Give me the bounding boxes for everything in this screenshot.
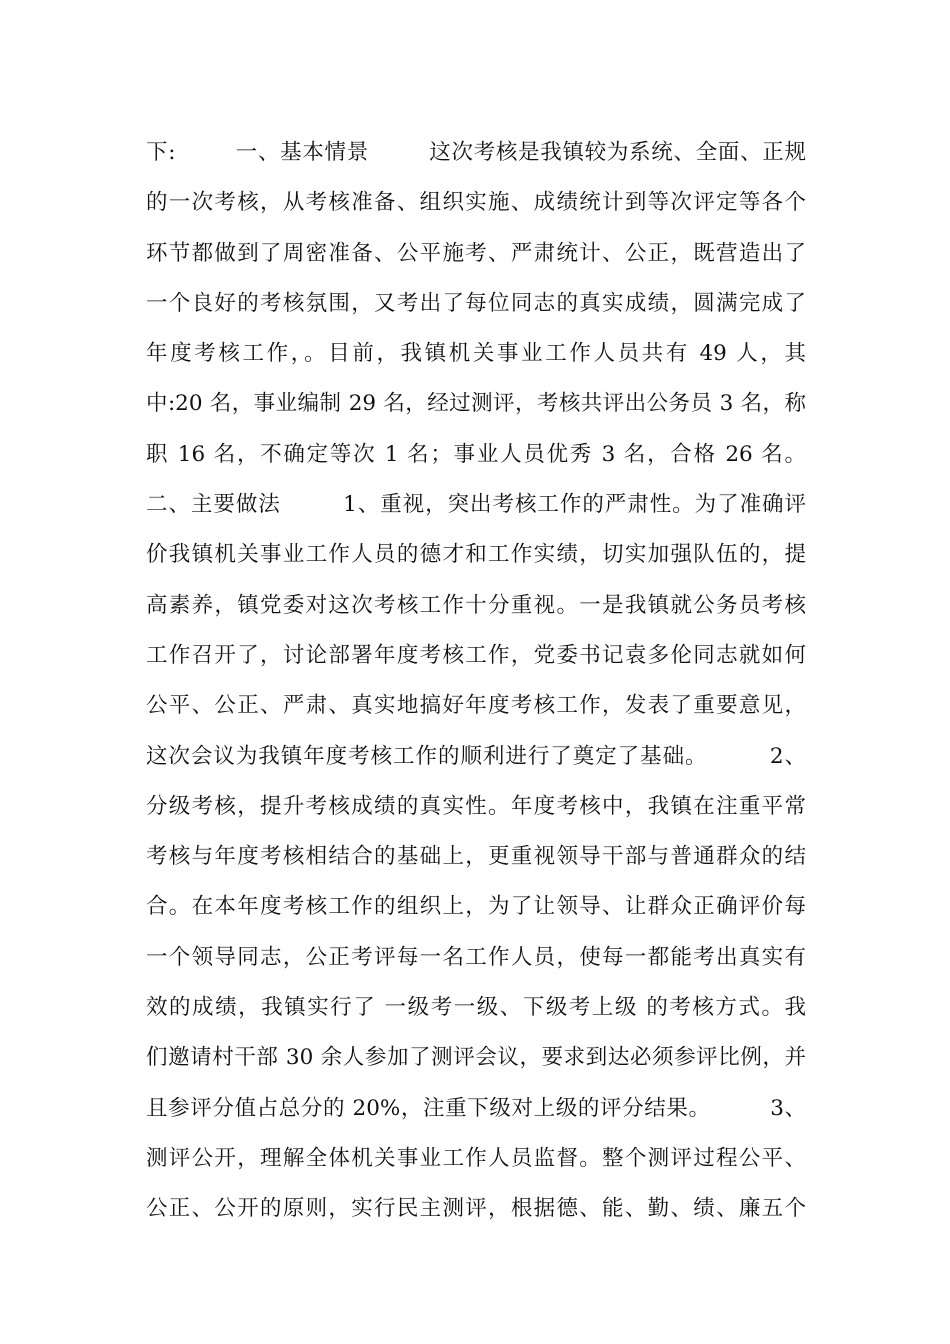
text-line: 年度考核工作，。目前，我镇机关事业工作人员共有 49 人，其: [146, 341, 806, 367]
text-line: 一个领导同志，公正考评每一名工作人员，使每一都能考出真实有: [146, 944, 806, 970]
text-line: 效的成绩，我镇实行了 一级考一级、下级考上级 的考核方式。我: [146, 995, 806, 1021]
text-line: 考核与年度考核相结合的基础上，更重视领导干部与普通群众的结: [146, 844, 806, 870]
text-line: 测评公开，理解全体机关事业工作人员监督。整个测评过程公平、: [146, 1145, 806, 1171]
text-line: 们邀请村干部 30 余人参加了测评会议，要求到达必须参评比例，并: [146, 1045, 806, 1071]
text-line: 的一次考核，从考核准备、组织实施、成绩统计到等次评定等各个: [146, 190, 806, 216]
text-line: 且参评分值占总分的 20%，注重下级对上级的评分结果。 3、: [146, 1095, 806, 1121]
text-line: 二、主要做法 1、重视，突出考核工作的严肃性。为了准确评: [146, 492, 806, 518]
text-line: 中:20 名，事业编制 29 名，经过测评，考核共评出公务员 3 名，称: [146, 391, 806, 417]
body-text: [146, 128, 806, 1235]
text-line: 环节都做到了周密准备、公平施考、严肃统计、公正，既营造出了: [146, 240, 806, 266]
text-line: 一个良好的考核氛围，又考出了每位同志的真实成绩，圆满完成了: [146, 290, 806, 316]
text-line: 工作召开了，讨论部署年度考核工作，党委书记袁多伦同志就如何: [146, 642, 806, 668]
text-line: 价我镇机关事业工作人员的德才和工作实绩，切实加强队伍的，提: [146, 542, 806, 568]
text-line: 职 16 名，不确定等次 1 名；事业人员优秀 3 名，合格 26 名。: [146, 441, 806, 467]
text-line: 分级考核，提升考核成绩的真实性。年度考核中，我镇在注重平常: [146, 793, 806, 819]
text-line: 合。在本年度考核工作的组织上，为了让领导、让群众正确评价每: [146, 894, 806, 920]
text-line: 这次会议为我镇年度考核工作的顺利进行了奠定了基础。 2、: [146, 743, 806, 769]
text-line: 公正、公开的原则，实行民主测评，根据德、能、勤、绩、廉五个: [146, 1196, 806, 1222]
text-line: 高素养，镇党委对这次考核工作十分重视。一是我镇就公务员考核: [146, 592, 806, 618]
text-line: 下: 一、基本情景 这次考核是我镇较为系统、全面、正规: [146, 140, 806, 165]
text-line: 公平、公正、严肃、真实地搞好年度考核工作，发表了重要意见，: [146, 693, 806, 719]
